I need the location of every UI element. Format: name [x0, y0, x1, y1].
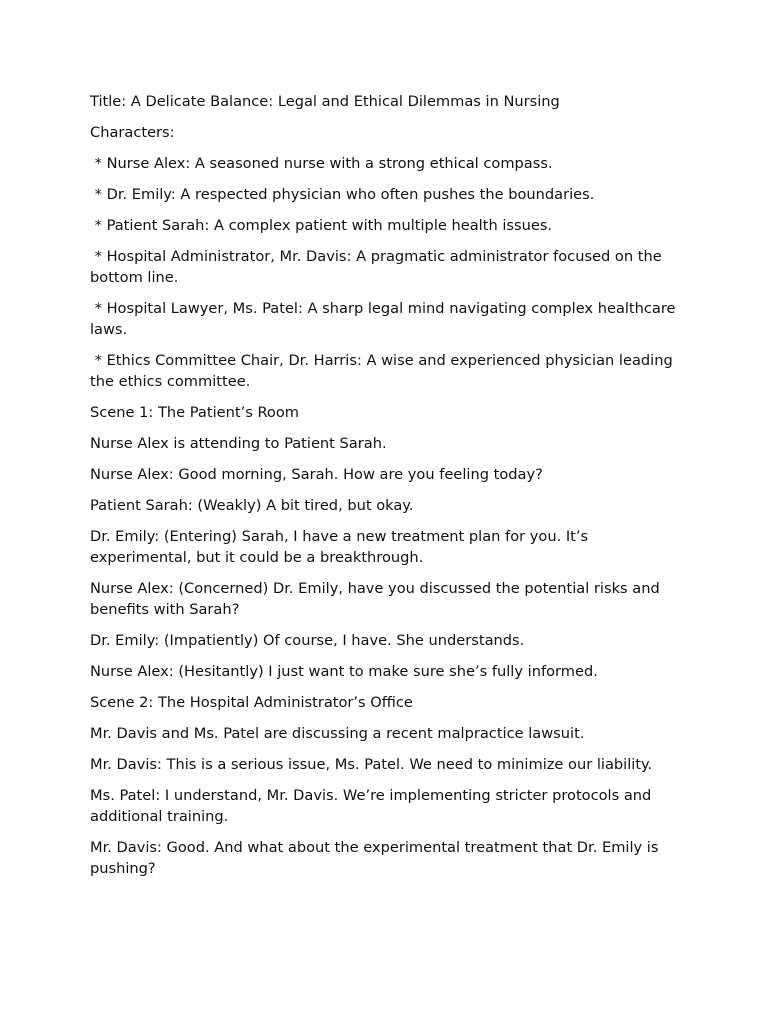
document-title: Title: A Delicate Balance: Legal and Ethical Dilemmas in Nursing	[90, 93, 560, 110]
character-entry-nurse-alex: * Nurse Alex: A seasoned nurse with a strong ethical compass.	[90, 155, 553, 172]
dialogue-line: Mr. Davis: This is a serious issue, Ms. Patel. We need to minimize our liability.	[90, 756, 653, 773]
document-body	[90, 91, 682, 889]
scene-heading-2: Scene 2: The Hospital Administrator’s Office	[90, 694, 413, 711]
character-entry-mr-davis: * Hospital Administrator, Mr. Davis: A pragmatic administrator focused on the bottom line.	[90, 248, 667, 286]
dialogue-line: Patient Sarah: (Weakly) A bit tired, but okay.	[90, 497, 414, 514]
dialogue-line: Dr. Emily: (Impatiently) Of course, I have. She understands.	[90, 632, 525, 649]
stage-direction: Mr. Davis and Ms. Patel are discussing a recent malpractice lawsuit.	[90, 725, 585, 742]
dialogue-line: Nurse Alex: (Concerned) Dr. Emily, have you discussed the potential risks and benefits with Sarah?	[90, 580, 665, 618]
character-entry-dr-harris: * Ethics Committee Chair, Dr. Harris: A wise and experienced physician leading the ethics committee.	[90, 352, 678, 390]
dialogue-line: Nurse Alex: (Hesitantly) I just want to make sure she’s fully informed.	[90, 663, 598, 680]
dialogue-line: Dr. Emily: (Entering) Sarah, I have a new treatment plan for you. It’s experimental, but it could be a breakthrough.	[90, 528, 593, 566]
character-entry-patient-sarah: * Patient Sarah: A complex patient with multiple health issues.	[90, 217, 553, 234]
character-entry-ms-patel: * Hospital Lawyer, Ms. Patel: A sharp legal mind navigating complex healthcare laws.	[90, 300, 681, 338]
dialogue-line: Nurse Alex: Good morning, Sarah. How are you feeling today?	[90, 466, 543, 483]
character-entry-dr-emily: * Dr. Emily: A respected physician who often pushes the boundaries.	[90, 186, 595, 203]
stage-direction: Nurse Alex is attending to Patient Sarah.	[90, 435, 387, 452]
dialogue-line: Mr. Davis: Good. And what about the experimental treatment that Dr. Emily is pushing?	[90, 839, 664, 877]
scene-heading-1: Scene 1: The Patient’s Room	[90, 404, 300, 421]
dialogue-line: Ms. Patel: I understand, Mr. Davis. We’re implementing stricter protocols and additional training.	[90, 787, 656, 825]
characters-heading: Characters:	[90, 124, 175, 141]
